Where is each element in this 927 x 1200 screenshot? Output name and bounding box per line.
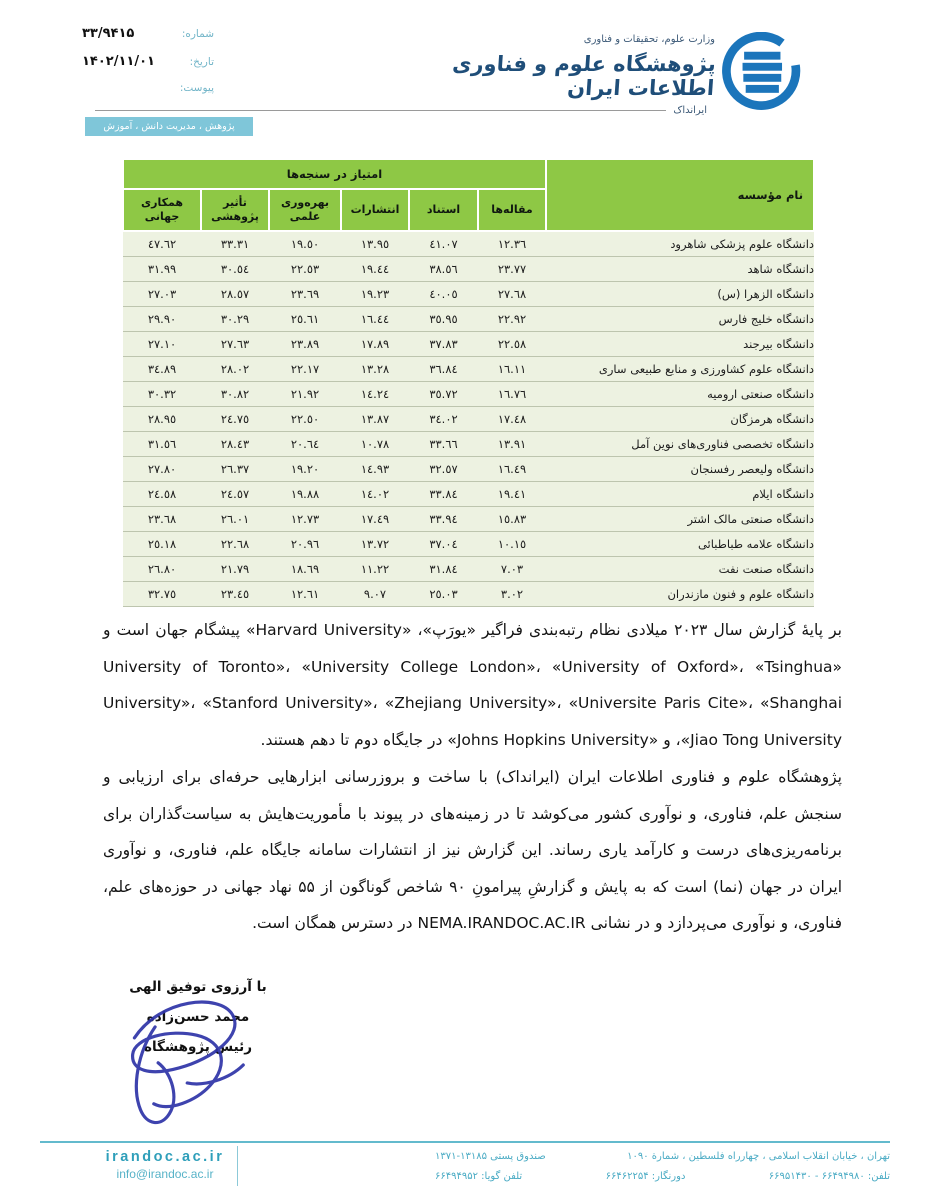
cell-score: ٢٣.٧٧	[478, 257, 546, 282]
cell-score: ٣٨.٥٦	[409, 257, 478, 282]
col-header-scores-span: امتیاز در سنجه‌ها	[123, 159, 546, 189]
cell-score: ١٣.٩٥	[341, 231, 409, 257]
address-text: تهران ، خیابان انقلاب اسلامی ، چهارراه فلسطین ، شمارة ۱۰۹۰	[627, 1151, 890, 1162]
col-header-score: بهره‌وری علمی	[269, 189, 341, 231]
cell-score: ١٣.٧٢	[341, 532, 409, 557]
cell-score: ٣٣.٦٦	[409, 432, 478, 457]
col-header-score: استناد	[409, 189, 478, 231]
irandoc-logo-icon	[722, 32, 801, 111]
cell-score: ١٩.٨٨	[269, 482, 341, 507]
meta-date-row	[82, 54, 214, 69]
cell-score: ٣٥.٧٢	[409, 382, 478, 407]
table-row	[123, 231, 814, 257]
signatory-title: رئیس پژوهشگاه	[144, 1039, 252, 1055]
university-ranking-table	[122, 158, 815, 607]
cell-institution-name: دانشگاه خلیج فارس	[546, 307, 814, 332]
number-value: ۳۳/۹۴۱۵	[82, 26, 135, 41]
signatory-name: محمد حسن‌زاده	[146, 1009, 250, 1025]
voice-phone-text: تلفن گویا: ۶۶۴۹۴۹۵۲	[435, 1171, 523, 1182]
cell-score: ١٤.٢٤	[341, 382, 409, 407]
cell-score: ٣٣.٨٤	[409, 482, 478, 507]
cell-score: ٢٧.١٠	[123, 332, 201, 357]
table-header-row-1	[123, 159, 814, 189]
date-label: تاریخ:	[189, 56, 214, 68]
cell-score: ٣٠.٥٤	[201, 257, 269, 282]
cell-score: ٢٧.٦٣	[201, 332, 269, 357]
footer-divider	[237, 1146, 238, 1186]
handwritten-signature	[92, 980, 294, 1139]
cell-score: ٤١.٠٧	[409, 231, 478, 257]
cell-score: ٢٠.٦٤	[269, 432, 341, 457]
footer-address-row	[435, 1151, 890, 1162]
phone-text: تلفن: ۶۶۴۹۴۹۸۰ - ۶۶۹۵۱۴۳۰	[768, 1171, 890, 1182]
cell-score: ٣١.٨٤	[409, 557, 478, 582]
cell-score: ١٣.٢٨	[341, 357, 409, 382]
institute-title: پژوهشگاه علوم و فناوری اطلاعات ایران	[451, 52, 717, 100]
table-row	[123, 357, 814, 382]
cell-score: ٢٥.٦١	[269, 307, 341, 332]
cell-score: ١٧.٤٩	[341, 507, 409, 532]
paragraph-ranking: بر پایهٔ گزارش سال ۲۰۲۳ میلادی نظام رتبه‌بندی فراگیر «یورَپ»، «Harvard University» پیشگام جهان است و «University of Toronto»، «University College London»، «University of Oxford»، «Tsinghua University»، «Stanford University»، «Zhejiang University»، «Universite Paris Cite»، «Shanghai Jiao Tong University»، و «Johns Hopkins University» در جایگاه دوم تا دهم هستند.	[103, 621, 842, 749]
table-row	[123, 507, 814, 532]
cell-score: ٣٥.٩٥	[409, 307, 478, 332]
cell-score: ٢٢.٥٠	[269, 407, 341, 432]
cell-score: ٣٦.٨٤	[409, 357, 478, 382]
cell-score: ٢١.٩٢	[269, 382, 341, 407]
footer-rule	[40, 1141, 890, 1143]
cell-score: ٣٢.٧٥	[123, 582, 201, 607]
cell-score: ٢٥.٠٣	[409, 582, 478, 607]
table-row	[123, 307, 814, 332]
signature-wish: با آرزوی توفیق الهی	[129, 979, 267, 995]
letter-body	[103, 612, 842, 943]
cell-institution-name: دانشگاه صنعتی مالک اشتر	[546, 507, 814, 532]
brand-label: ایرانداک	[673, 105, 707, 116]
cell-score: ١٧.٨٩	[341, 332, 409, 357]
ministry-line: وزارت علوم، تحقیقات و فناوری	[583, 34, 715, 45]
cell-score: ٣١.٩٩	[123, 257, 201, 282]
cell-score: ٣٤.٨٩	[123, 357, 201, 382]
cell-institution-name: دانشگاه صنعتی ارومیه	[546, 382, 814, 407]
col-header-score: تأثیر پژوهشی	[201, 189, 269, 231]
cell-institution-name: دانشگاه الزهرا (س)	[546, 282, 814, 307]
cell-score: ٢٧.٦٨	[478, 282, 546, 307]
cell-score: ٢٠.٩٦	[269, 532, 341, 557]
cell-score: ٢٢.١٧	[269, 357, 341, 382]
table-row	[123, 582, 814, 607]
cell-score: ٢٧.٨٠	[123, 457, 201, 482]
table-row	[123, 282, 814, 307]
cell-score: ١٦.٧٦	[478, 382, 546, 407]
cell-score: ١٤.٩٣	[341, 457, 409, 482]
pobox-text: صندوق پستی ۱۳۱۸۵-۱۳۷۱	[435, 1151, 546, 1162]
cell-score: ٣.٠٢	[478, 582, 546, 607]
cell-score: ٣٣.٣١	[201, 231, 269, 257]
cell-score: ٣٧.٠٤	[409, 532, 478, 557]
cell-score: ١٧.٤٨	[478, 407, 546, 432]
cell-score: ١١.٢٢	[341, 557, 409, 582]
meta-number-row	[82, 26, 214, 41]
table-row	[123, 482, 814, 507]
cell-score: ١٣.٩١	[478, 432, 546, 457]
cell-score: ٢٨.٩٥	[123, 407, 201, 432]
cell-score: ٢٣.٤٥	[201, 582, 269, 607]
cell-score: ١٥.٨٣	[478, 507, 546, 532]
cell-score: ٣٠.٢٩	[201, 307, 269, 332]
cell-score: ١٢.٧٣	[269, 507, 341, 532]
letterhead-rule	[95, 105, 707, 116]
cell-score: ٢٧.٠٣	[123, 282, 201, 307]
cell-score: ٣٠.٨٢	[201, 382, 269, 407]
cell-score: ١٢.٦١	[269, 582, 341, 607]
cell-score: ١٦.١١	[478, 357, 546, 382]
cell-score: ٣٤.٠٢	[409, 407, 478, 432]
table-row	[123, 332, 814, 357]
cell-score: ١٩.٥٠	[269, 231, 341, 257]
cell-score: ٢٤.٥٧	[201, 482, 269, 507]
cell-score: ٧.٠٣	[478, 557, 546, 582]
cell-institution-name: دانشگاه علوم کشاورزی و منابع طبیعی ساری	[546, 357, 814, 382]
cell-score: ٢٢.٥٨	[478, 332, 546, 357]
cell-institution-name: دانشگاه شاهد	[546, 257, 814, 282]
cell-score: ١٤.٠٢	[341, 482, 409, 507]
table-row	[123, 432, 814, 457]
paragraph-irandoc: پژوهشگاه علوم و فناوری اطلاعات ایران (ایرانداک) با ساخت و بروزرسانی ابزارهایی حرفه‌ای برای ارزیابی و سنجش علم، فناوری، و نوآوری کشور می‌کوشد تا در زمینه‌های در پیوند با مأموریت‌هایش به سیاست‌گذاران برای برنامه‌ریزی‌های درست و کارآمد یاری رساند. این گزارش نیز از انتشارات سامانه جایگاه علم، فناوری، و نوآوری ایران در جهان (نما) است که به پایش و گزارشِ پیرامونِ ۹۰ شاخص گوناگون از ۵۵ نهاد جهانی در حوزه‌های علم، فناوری، و نوآوری می‌پردازد و در نشانی NEMA.IRANDOC.AC.IR در دسترس همگان است.	[103, 768, 842, 932]
cell-institution-name: دانشگاه ولیعصر رفسنجان	[546, 457, 814, 482]
cell-score: ٢٢.٦٨	[201, 532, 269, 557]
rule-line	[95, 110, 666, 111]
cell-score: ٢٩.٩٠	[123, 307, 201, 332]
table-row	[123, 457, 814, 482]
footer-contact-block	[435, 1151, 890, 1191]
letter-meta	[82, 26, 214, 107]
attachment-label: پیوست:	[179, 82, 214, 94]
cell-score: ٣١.٥٦	[123, 432, 201, 457]
cell-institution-name: دانشگاه بیرجند	[546, 332, 814, 357]
cell-institution-name: دانشگاه صنعت نفت	[546, 557, 814, 582]
cell-score: ١٢.٣٦	[478, 231, 546, 257]
col-header-score: انتشارات	[341, 189, 409, 231]
meta-attachment-row	[82, 82, 214, 94]
cell-score: ١٩.٢٠	[269, 457, 341, 482]
cell-score: ٢٤.٥٨	[123, 482, 201, 507]
cell-score: ٢٨.٥٧	[201, 282, 269, 307]
cell-score: ١٠.٧٨	[341, 432, 409, 457]
email-link[interactable]: info@irandoc.ac.ir	[116, 1167, 214, 1181]
cell-score: ١٩.٤٤	[341, 257, 409, 282]
cell-score: ٢٢.٥٣	[269, 257, 341, 282]
footer-web-block	[100, 1149, 230, 1181]
cell-score: ٣٢.٥٧	[409, 457, 478, 482]
cell-score: ١٦.٤٩	[478, 457, 546, 482]
cell-institution-name: دانشگاه تخصصی فناوری‌های نوین آمل	[546, 432, 814, 457]
cell-score: ١٦.٤٤	[341, 307, 409, 332]
cell-institution-name: دانشگاه ایلام	[546, 482, 814, 507]
table-row	[123, 382, 814, 407]
cell-score: ٢١.٧٩	[201, 557, 269, 582]
number-label: شماره:	[181, 28, 214, 40]
cell-score: ٣٧.٨٣	[409, 332, 478, 357]
cell-institution-name: دانشگاه علوم پزشکی شاهرود	[546, 231, 814, 257]
cell-score: ٤٠.٠٥	[409, 282, 478, 307]
cell-score: ١٩.٤١	[478, 482, 546, 507]
col-header-score: مقاله‌ها	[478, 189, 546, 231]
cell-score: ١٩.٢٣	[341, 282, 409, 307]
fax-text: دورنگار: ۶۶۴۶۲۲۵۴	[605, 1171, 686, 1182]
table-row	[123, 407, 814, 432]
website-link[interactable]: irandoc.ac.ir	[105, 1149, 225, 1165]
cell-score: ٢٣.٨٩	[269, 332, 341, 357]
cell-score: ١٣.٨٧	[341, 407, 409, 432]
cell-score: ٤٧.٦٢	[123, 231, 201, 257]
cell-score: ٩.٠٧	[341, 582, 409, 607]
cell-score: ٢٨.٠٢	[201, 357, 269, 382]
col-header-institution: نام مؤسسه	[546, 159, 814, 231]
date-value: ۱۴۰۲/۱۱/۰۱	[82, 54, 155, 69]
cell-institution-name: دانشگاه هرمزگان	[546, 407, 814, 432]
cell-institution-name: دانشگاه علوم و فنون مازندران	[546, 582, 814, 607]
cell-score: ١٨.٦٩	[269, 557, 341, 582]
cell-score: ٢٤.٧٥	[201, 407, 269, 432]
slogan-banner: پژوهش ، مدیریت دانش ، آموزش	[85, 117, 253, 136]
cell-score: ٢٣.٦٩	[269, 282, 341, 307]
cell-score: ٢٢.٩٢	[478, 307, 546, 332]
table-row	[123, 557, 814, 582]
cell-institution-name: دانشگاه علامه طباطبائی	[546, 532, 814, 557]
table-row	[123, 257, 814, 282]
table-row	[123, 532, 814, 557]
cell-score: ٢٨.٤٣	[201, 432, 269, 457]
cell-score: ٣٣.٩٤	[409, 507, 478, 532]
cell-score: ٢٥.١٨	[123, 532, 201, 557]
footer-phones-row	[435, 1171, 890, 1182]
col-header-score: همکاری جهانی	[123, 189, 201, 231]
cell-score: ٣٠.٣٢	[123, 382, 201, 407]
cell-score: ٢٦.٣٧	[201, 457, 269, 482]
cell-score: ٢٦.٨٠	[123, 557, 201, 582]
cell-score: ٢٦.٠١	[201, 507, 269, 532]
cell-score: ٢٣.٦٨	[123, 507, 201, 532]
letterhead-titles	[415, 34, 715, 100]
cell-score: ١٠.١٥	[478, 532, 546, 557]
